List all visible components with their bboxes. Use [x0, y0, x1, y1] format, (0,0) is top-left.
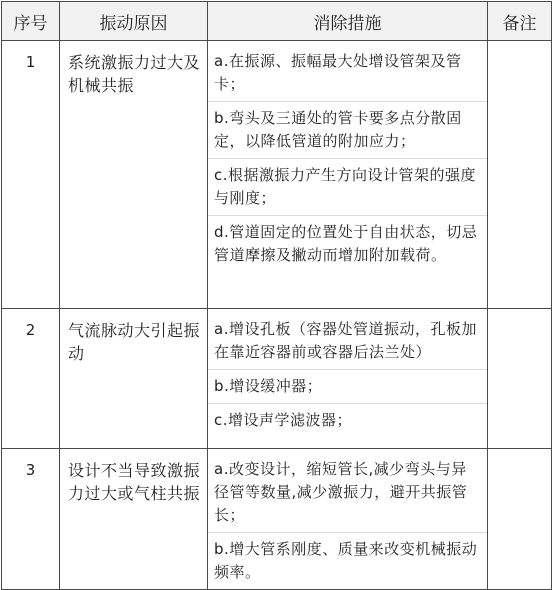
vibration-cause: 气流脉动大引起振动 — [60, 309, 208, 449]
measure-item: a.改变设计，缩短管长,减少弯头与异径管等数量,减少激振力，避开共振管长； — [208, 453, 487, 533]
measure-item: b.弯头及三通处的管卡要多点分散固定，以降低管道的附加应力； — [208, 102, 487, 159]
header-no: 序号 — [2, 2, 60, 41]
measure-item: a.增设孔板（容器处管道振动，孔板加在靠近容器前或容器后法兰处） — [208, 313, 487, 370]
row-number: 1 — [2, 41, 60, 309]
remarks-cell — [488, 41, 552, 309]
measures-cell — [208, 309, 488, 449]
measure-item: b.增大管系刚度、质量来改变机械振动频率。 — [214, 540, 478, 581]
header-remarks: 备注 — [488, 2, 552, 41]
measure-item: d.管道固定的位置处于自由状态，切忌管道摩擦及撇动而增加附加载荷。 — [214, 223, 478, 264]
measure-item: c.根据激振力产生方向设计管架的强度与刚度； — [208, 159, 487, 216]
table-row — [2, 449, 552, 590]
table-row — [2, 41, 552, 309]
measures-cell — [208, 41, 488, 309]
measures-cell — [208, 449, 488, 590]
header-measures: 消除措施 — [208, 2, 488, 41]
measure-item: a.在振源、振幅最大处增设管架及管卡； — [208, 45, 487, 102]
header-row — [2, 2, 552, 41]
vibration-cause: 系统激振力过大及机械共振 — [60, 41, 208, 309]
vibration-cause: 设计不当导致激振力过大或气柱共振 — [60, 449, 208, 590]
measure-item: c.增设声学滤波器； — [214, 411, 353, 429]
header-cause: 振动原因 — [60, 2, 208, 41]
row-number: 2 — [2, 309, 60, 449]
remarks-cell — [488, 449, 552, 590]
remarks-cell — [488, 309, 552, 449]
measure-item: b.增设缓冲器； — [208, 370, 487, 404]
row-number: 3 — [2, 449, 60, 590]
table-row — [2, 309, 552, 449]
vibration-measures-table — [1, 1, 552, 590]
